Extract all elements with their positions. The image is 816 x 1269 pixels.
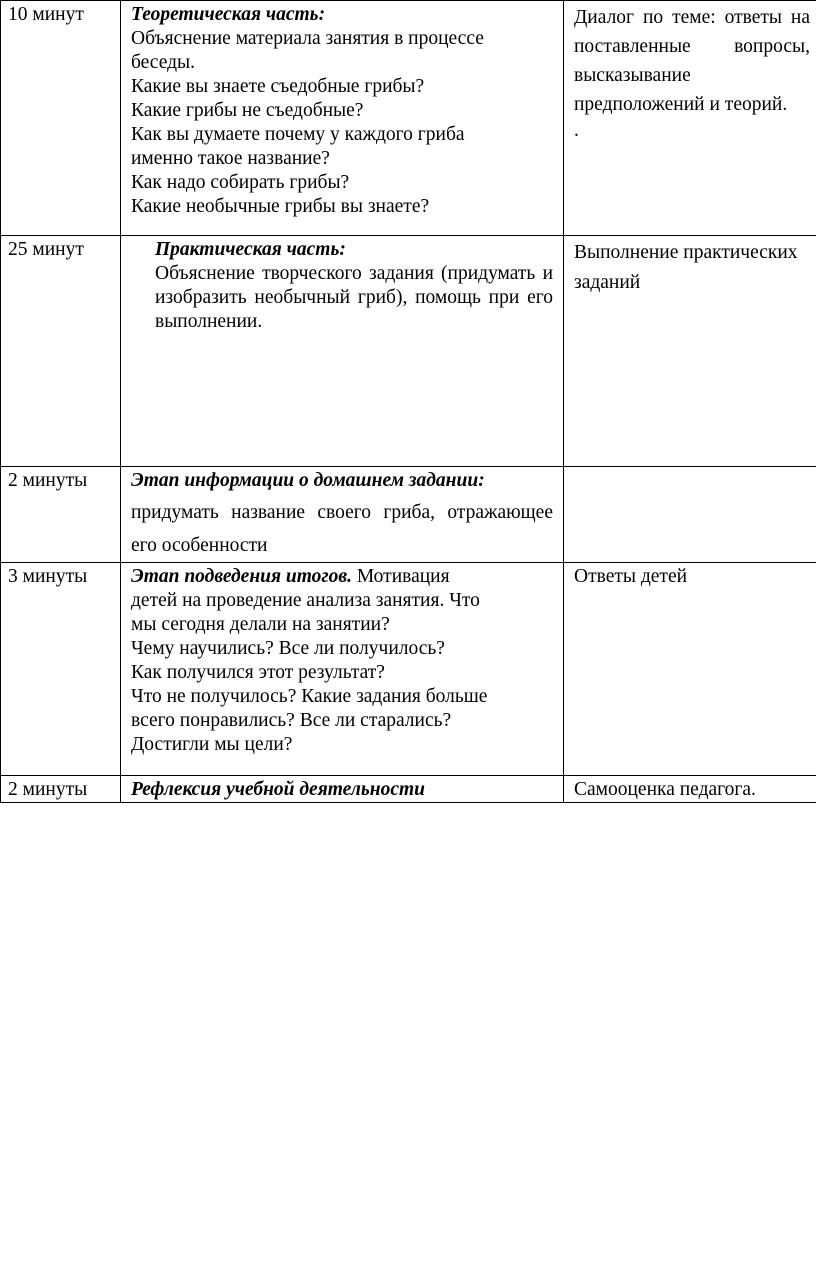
time-cell: 2 минуты bbox=[1, 467, 121, 563]
time-cell: 10 минут bbox=[1, 1, 121, 236]
text-line: Объяснение материала занятия в процессе bbox=[131, 28, 484, 49]
stage-heading: Практическая часть: bbox=[155, 239, 346, 260]
text-line: беседы. bbox=[131, 52, 195, 73]
teacher-activity-text: придумать название своего гриба, отражающее его особенности bbox=[131, 502, 553, 556]
text-line: Как вы думаете почему у каждого гриба bbox=[131, 124, 465, 145]
text-line: Чему научились? Все ли получилось? bbox=[131, 638, 445, 659]
text-line: Что не получилось? Какие задания больше bbox=[131, 686, 488, 707]
children-activity-cell bbox=[564, 1, 816, 236]
heading-tail: Мотивация bbox=[351, 566, 450, 587]
time-cell: 25 минут bbox=[1, 236, 121, 467]
teacher-activity-cell bbox=[121, 1, 564, 236]
teacher-activity-cell bbox=[121, 563, 564, 776]
children-activity-cell: Самооценка педагога. bbox=[564, 776, 816, 803]
text-line: Какие грибы не съедобные? bbox=[131, 100, 364, 121]
stage-heading: Этап информации о домашнем задании: bbox=[131, 470, 485, 491]
time-cell: 3 минуты bbox=[1, 563, 121, 776]
children-activity-text: Выполнение практических заданий bbox=[574, 242, 798, 293]
teacher-activity-text: Объяснение творческого задания (придумать и изобразить необычный гриб), помощь при его выполнении. bbox=[155, 263, 553, 332]
text-line: Как надо собирать грибы? bbox=[131, 172, 350, 193]
text-line: Как получился этот результат? bbox=[131, 662, 385, 683]
table-row bbox=[1, 236, 816, 467]
text-line: Какие вы знаете съедобные грибы? bbox=[131, 76, 425, 97]
table-row bbox=[1, 467, 816, 563]
table-row bbox=[1, 563, 816, 776]
table-row bbox=[1, 776, 816, 803]
teacher-activity-cell bbox=[121, 467, 564, 563]
teacher-activity-cell bbox=[121, 236, 564, 467]
table-row bbox=[1, 1, 816, 236]
text-line: мы сегодня делали на занятии? bbox=[131, 614, 390, 635]
children-activity-cell: Ответы детей bbox=[564, 563, 816, 776]
text-line: детей на проведение анализа занятия. Что bbox=[131, 590, 480, 611]
children-activity-cell bbox=[564, 467, 816, 563]
trailing-mark: . bbox=[574, 120, 579, 141]
time-cell: 2 минуты bbox=[1, 776, 121, 803]
text-line: Достигли мы цели? bbox=[131, 734, 293, 755]
text-line: именно такое название? bbox=[131, 148, 330, 169]
children-activity-cell bbox=[564, 236, 816, 467]
text-line: всего понравились? Все ли старались? bbox=[131, 710, 452, 731]
stage-heading: Рефлексия учебной деятельности bbox=[131, 779, 426, 800]
stage-heading: Теоретическая часть: bbox=[131, 4, 326, 25]
text-line bbox=[131, 565, 553, 589]
children-activity-text: Диалог по теме: ответы на поставленные вопросы, высказывание предположений и теорий. bbox=[574, 7, 810, 115]
stage-heading: Этап подведения итогов. bbox=[131, 566, 352, 587]
text-line: Какие необычные грибы вы знаете? bbox=[131, 196, 430, 217]
teacher-activity-cell bbox=[121, 776, 564, 803]
